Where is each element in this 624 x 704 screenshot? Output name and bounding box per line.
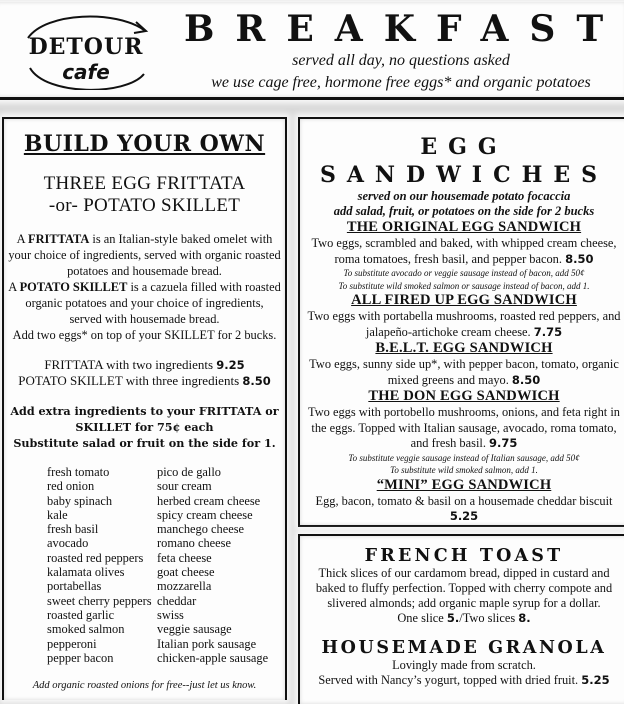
ingredient-item: kalamata olives <box>47 565 125 580</box>
text: Two eggs with portabella mushrooms, roasted red peppers, and jalapeño-artichoke cream cheese. <box>307 309 621 339</box>
onions-note: Add organic roasted onions for free--just let us know. <box>32 680 257 692</box>
ingredients-column-1 <box>47 465 157 665</box>
item-price: 5.25 <box>449 509 479 523</box>
item-note: To substitute wild smoked salmon, add 1. <box>390 465 538 475</box>
item-note: To substitute wild smoked salmon or sausage instead of bacon, add 1. <box>338 280 590 291</box>
price-line <box>4 373 285 389</box>
ingredient-item: romano cheese <box>157 536 231 551</box>
ingredient-item: Italian pork sausage <box>157 636 257 651</box>
ingredients-column-2 <box>157 465 268 665</box>
egg-sandwiches-section <box>298 117 624 527</box>
item-price: 8.50 <box>565 251 594 266</box>
text: A <box>16 232 29 246</box>
build-prices <box>4 357 285 389</box>
breakfast-header <box>0 2 624 100</box>
item-description: Egg, bacon, tomato & basil on a housemade cheddar biscuit <box>315 493 613 508</box>
granola-description-1: Lovingly made from scratch. <box>392 658 536 672</box>
ingredient-item: cheddar <box>157 593 197 608</box>
detour-cafe-logo <box>16 10 156 90</box>
section-heading-line-2: SANDWICHES <box>319 162 609 188</box>
ingredient-item: baby spinach <box>47 493 113 508</box>
granola-heading: HOUSEMADE GRANOLA <box>321 638 607 658</box>
ingredient-item: goat cheese <box>157 565 215 580</box>
header-subtitle-ingredients: we use cage free, hormone free eggs* and organic potatoes <box>211 74 591 91</box>
ingredient-item: sweet cherry peppers <box>47 593 152 608</box>
ingredient-item: roasted red peppers <box>47 550 144 565</box>
ingredient-item: sour cream <box>157 479 212 494</box>
subheading-line-1: THREE EGG FRITTATA <box>43 173 246 194</box>
item-name: B.E.L.T. EGG SANDWICH <box>375 340 553 356</box>
ingredient-item: pico de gallo <box>157 465 221 479</box>
ingredient-item: herbed cream cheese <box>157 493 261 508</box>
build-your-own-section <box>2 117 287 700</box>
extra-line: SKILLET for 75¢ each <box>75 420 214 434</box>
granola-price: 5.25 <box>581 673 610 687</box>
price-value: 8.50 <box>242 374 271 388</box>
header-subtitle-hours: served all day, no questions asked <box>292 52 510 69</box>
item-name: “MINI” EGG SANDWICH <box>376 476 552 493</box>
ingredient-item: swiss <box>157 607 184 622</box>
item-price: 7.75 <box>533 324 563 339</box>
text: Served with Nancy’s yogurt, topped with dried fruit. <box>318 673 582 687</box>
ingredient-item: fresh basil <box>47 522 99 537</box>
page-title: BREAKFAST <box>184 8 624 50</box>
item-price: 8.50 <box>511 372 541 387</box>
menu-item-original <box>300 219 624 292</box>
ingredient-item: pepper bacon <box>47 650 114 665</box>
french-toast-description: Thick slices of our cardamom bread, dipped in custard and baked to fluffy perfection. Topped with cherry compote and slivered almonds; add organic maple syrup for a dollar. <box>315 566 613 610</box>
section-heading-line-1: EGG <box>420 134 508 160</box>
ingredient-item: veggie sausage <box>157 622 232 637</box>
logo-cafe-text: cafe <box>62 60 110 84</box>
ingredient-item: chicken-apple sausage <box>157 650 269 665</box>
add-eggs-note: Add two eggs* on top of your SKILLET for 2 bucks. <box>12 328 277 342</box>
logo-detour-text: DETOUR <box>28 34 144 60</box>
item-price-line <box>300 509 624 525</box>
skillet-description: is a cazuela filled with roasted organic potatoes and your choice of ingredients, served with housemade bread. <box>25 280 281 326</box>
price-one-slice: 5. <box>446 611 460 625</box>
item-note: To substitute avocado or veggie sausage instead of bacon, add 50¢ <box>343 268 585 278</box>
item-description <box>300 309 624 340</box>
section-subtitle-1: served on our housemade potato focaccia <box>357 189 571 203</box>
item-description <box>300 236 624 267</box>
frittata-label: FRITTATA <box>28 232 90 246</box>
ingredient-item: manchego cheese <box>157 522 245 537</box>
menu-item-mini <box>300 477 624 525</box>
price-value: 9.25 <box>216 358 245 372</box>
price-line <box>4 357 285 373</box>
ingredient-item: red onion <box>47 479 95 494</box>
french-toast-price-line <box>300 611 624 626</box>
ingredients-list <box>4 465 285 665</box>
text: Two eggs with portobello mushrooms, onions, and feta right in the eggs. Topped with Italian sausage, avocado, roma tomato, and fresh basil. <box>308 405 620 450</box>
menu-item-belt <box>300 340 624 388</box>
extra-ingredients-note <box>4 403 285 451</box>
text: /Two slices <box>459 611 519 625</box>
granola-description-2 <box>300 673 624 688</box>
ingredient-item: mozzarella <box>157 579 212 594</box>
ingredient-item: portabellas <box>47 579 102 594</box>
item-price: 9.75 <box>489 436 518 450</box>
ingredient-item: fresh tomato <box>47 465 110 479</box>
price-two-slices: 8. <box>518 611 531 625</box>
item-name: ALL FIRED UP EGG SANDWICH <box>351 292 577 308</box>
skillet-label: POTATO SKILLET <box>19 280 128 294</box>
french-toast-granola-section <box>298 534 624 704</box>
text: A <box>8 280 20 294</box>
extra-line: Add extra ingredients to your FRITTATA or <box>10 404 279 418</box>
item-description <box>300 405 624 452</box>
ingredient-item: roasted garlic <box>47 607 115 622</box>
extra-line: Substitute salad or fruit on the side for 1. <box>13 436 276 450</box>
subheading-line-2: -or- POTATO SKILLET <box>48 195 241 216</box>
section-subheading <box>4 173 285 217</box>
text: Two eggs, scrambled and baked, with whipped cream cheese, roma tomatoes, fresh basil, and pepper bacon. <box>311 236 617 266</box>
item-name: THE DON EGG SANDWICH <box>368 388 560 404</box>
text: Two eggs, sunny side up*, with pepper bacon, tomato, organic mixed greens and mayo. <box>309 357 619 387</box>
menu-item-all-fired-up <box>300 292 624 340</box>
ingredient-item: feta cheese <box>157 550 212 565</box>
section-subtitle-2: add salad, fruit, or potatoes on the side for 2 bucks <box>333 204 595 218</box>
build-description <box>4 231 285 343</box>
ingredient-item: spicy cream cheese <box>157 507 253 522</box>
french-toast-heading: FRENCH TOAST <box>364 546 564 566</box>
item-note: To substitute veggie sausage instead of Italian sausage, add 50¢ <box>348 452 580 463</box>
ingredient-item: kale <box>47 507 68 522</box>
ingredient-item: avocado <box>47 536 89 551</box>
section-heading: BUILD YOUR OWN <box>23 131 266 157</box>
price-text: FRITTATA with two ingredients <box>44 357 217 372</box>
price-text: POTATO SKILLET with three ingredients <box>18 373 243 388</box>
item-name: THE ORIGINAL EGG SANDWICH <box>346 219 582 235</box>
menu-item-the-don <box>300 388 624 477</box>
item-description <box>300 357 624 388</box>
ingredient-item: smoked salmon <box>47 622 125 637</box>
ingredient-item: pepperoni <box>47 636 97 651</box>
text: One slice <box>397 611 447 625</box>
frittata-description: is an Italian-style baked omelet with your choice of ingredients, served with organic roasted potatoes and housemade bread. <box>8 232 281 278</box>
